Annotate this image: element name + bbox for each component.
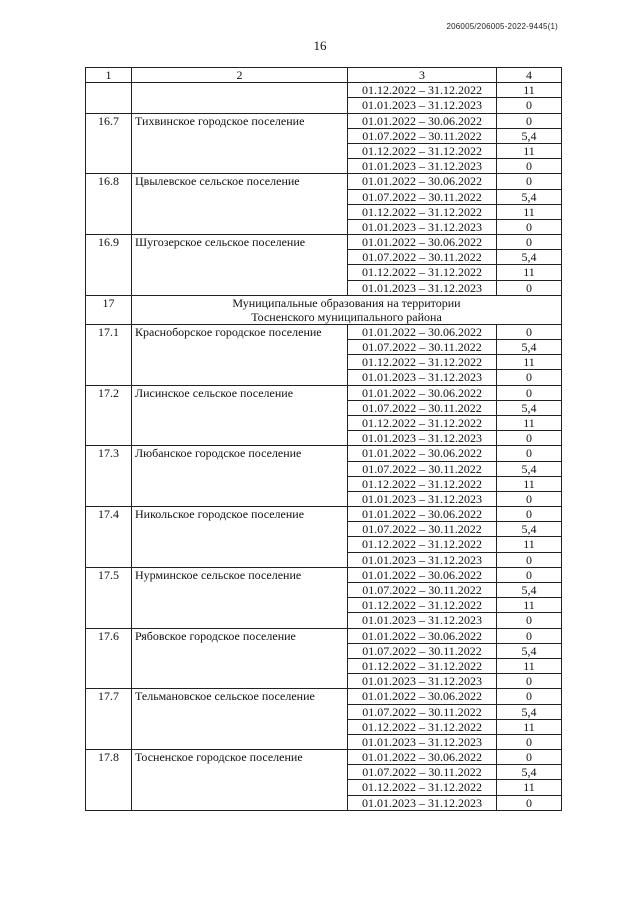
period-cell: 01.01.2023 – 31.12.2023 [348, 552, 497, 567]
period-cell: 01.01.2022 – 30.06.2022 [348, 235, 497, 250]
table-row [86, 235, 562, 250]
column-header: 3 [348, 68, 497, 83]
value-cell: 5,4 [497, 128, 562, 143]
period-cell: 01.07.2022 – 30.11.2022 [348, 250, 497, 265]
period-cell: 01.12.2022 – 31.12.2022 [348, 598, 497, 613]
period-cell: 01.01.2022 – 30.06.2022 [348, 446, 497, 461]
value-cell: 11 [497, 83, 562, 98]
row-number-cell [86, 83, 132, 113]
value-cell: 0 [497, 567, 562, 582]
settlement-name-cell: Красноборское городское поселение [132, 324, 348, 385]
value-cell: 11 [497, 598, 562, 613]
value-cell: 0 [497, 552, 562, 567]
row-number-cell: 17.8 [86, 750, 132, 811]
settlement-name-cell: Нурминское сельское поселение [132, 567, 348, 628]
tariff-table [85, 67, 562, 811]
period-cell: 01.01.2023 – 31.12.2023 [348, 431, 497, 446]
period-cell: 01.01.2022 – 30.06.2022 [348, 628, 497, 643]
value-cell: 0 [497, 113, 562, 128]
value-cell: 0 [497, 219, 562, 234]
region-title-line: Муниципальные образования на территории [232, 295, 461, 310]
value-cell: 5,4 [497, 461, 562, 476]
value-cell: 0 [497, 280, 562, 295]
table-row [86, 324, 562, 339]
settlement-name-cell: Любанское городское поселение [132, 446, 348, 507]
region-title [132, 295, 562, 324]
period-cell: 01.07.2022 – 30.11.2022 [348, 583, 497, 598]
row-number-cell: 16.9 [86, 235, 132, 296]
value-cell: 0 [497, 446, 562, 461]
period-cell: 01.01.2022 – 30.06.2022 [348, 750, 497, 765]
period-cell: 01.12.2022 – 31.12.2022 [348, 265, 497, 280]
value-cell: 0 [497, 628, 562, 643]
value-cell: 5,4 [497, 189, 562, 204]
value-cell: 5,4 [497, 765, 562, 780]
table-row [86, 446, 562, 461]
value-cell: 11 [497, 265, 562, 280]
period-cell: 01.01.2023 – 31.12.2023 [348, 159, 497, 174]
period-cell: 01.12.2022 – 31.12.2022 [348, 415, 497, 430]
period-cell: 01.12.2022 – 31.12.2022 [348, 658, 497, 673]
value-cell: 11 [497, 719, 562, 734]
table-body [86, 68, 562, 811]
value-cell: 0 [497, 174, 562, 189]
value-cell: 0 [497, 613, 562, 628]
value-cell: 0 [497, 235, 562, 250]
period-cell: 01.01.2023 – 31.12.2023 [348, 370, 497, 385]
period-cell: 01.01.2023 – 31.12.2023 [348, 98, 497, 113]
period-cell: 01.01.2023 – 31.12.2023 [348, 491, 497, 506]
period-cell: 01.07.2022 – 30.11.2022 [348, 400, 497, 415]
table-row [86, 113, 562, 128]
table-row [86, 385, 562, 400]
settlement-name-cell: Никольское городское поселение [132, 507, 348, 568]
value-cell: 0 [497, 689, 562, 704]
settlement-name-cell: Шугозерское сельское поселение [132, 235, 348, 296]
value-cell: 5,4 [497, 400, 562, 415]
value-cell: 0 [497, 370, 562, 385]
row-number-cell: 16.8 [86, 174, 132, 235]
period-cell: 01.01.2022 – 30.06.2022 [348, 385, 497, 400]
settlement-name-cell: Рябовское городское поселение [132, 628, 348, 689]
value-cell: 5,4 [497, 340, 562, 355]
table-row [86, 174, 562, 189]
region-row [86, 295, 562, 324]
settlement-name-cell: Лисинское сельское поселение [132, 385, 348, 446]
value-cell: 0 [497, 491, 562, 506]
value-cell: 0 [497, 734, 562, 749]
value-cell: 11 [497, 658, 562, 673]
period-cell: 01.01.2022 – 30.06.2022 [348, 324, 497, 339]
table-row [86, 567, 562, 582]
period-cell: 01.07.2022 – 30.11.2022 [348, 704, 497, 719]
row-number-cell: 17.1 [86, 324, 132, 385]
page-number: 16 [313, 38, 327, 53]
row-number-cell: 17.6 [86, 628, 132, 689]
value-cell: 0 [497, 674, 562, 689]
value-cell: 0 [497, 431, 562, 446]
value-cell: 5,4 [497, 704, 562, 719]
value-cell: 0 [497, 159, 562, 174]
period-cell: 01.07.2022 – 30.11.2022 [348, 522, 497, 537]
period-cell: 01.12.2022 – 31.12.2022 [348, 83, 497, 98]
table-row [86, 689, 562, 704]
settlement-name-cell: Тельмановское сельское поселение [132, 689, 348, 750]
row-number-cell: 17 [86, 295, 132, 324]
value-cell: 0 [497, 98, 562, 113]
period-cell: 01.01.2022 – 30.06.2022 [348, 689, 497, 704]
period-cell: 01.12.2022 – 31.12.2022 [348, 476, 497, 491]
value-cell: 0 [497, 385, 562, 400]
settlement-name-cell: Тихвинское городское поселение [132, 113, 348, 174]
value-cell: 0 [497, 750, 562, 765]
table-row [86, 628, 562, 643]
period-cell: 01.07.2022 – 30.11.2022 [348, 128, 497, 143]
period-cell: 01.12.2022 – 31.12.2022 [348, 143, 497, 158]
period-cell: 01.07.2022 – 30.11.2022 [348, 189, 497, 204]
period-cell: 01.01.2023 – 31.12.2023 [348, 219, 497, 234]
period-cell: 01.01.2023 – 31.12.2023 [348, 613, 497, 628]
period-cell: 01.01.2022 – 30.06.2022 [348, 174, 497, 189]
row-number-cell: 17.3 [86, 446, 132, 507]
value-cell: 5,4 [497, 643, 562, 658]
period-cell: 01.01.2022 – 30.06.2022 [348, 113, 497, 128]
period-cell: 01.01.2023 – 31.12.2023 [348, 795, 497, 810]
value-cell: 11 [497, 537, 562, 552]
value-cell: 0 [497, 795, 562, 810]
row-number-cell: 17.7 [86, 689, 132, 750]
value-cell: 5,4 [497, 583, 562, 598]
period-cell: 01.12.2022 – 31.12.2022 [348, 719, 497, 734]
settlement-name-cell: Тосненское городское поселение [132, 750, 348, 811]
period-cell: 01.01.2023 – 31.12.2023 [348, 734, 497, 749]
value-cell: 11 [497, 780, 562, 795]
value-cell: 0 [497, 507, 562, 522]
row-number-cell: 17.5 [86, 567, 132, 628]
period-cell: 01.12.2022 – 31.12.2022 [348, 204, 497, 219]
period-cell: 01.01.2023 – 31.12.2023 [348, 280, 497, 295]
column-header: 2 [132, 68, 348, 83]
column-header: 1 [86, 68, 132, 83]
value-cell: 5,4 [497, 250, 562, 265]
value-cell: 11 [497, 143, 562, 158]
period-cell: 01.07.2022 – 30.11.2022 [348, 643, 497, 658]
period-cell: 01.12.2022 – 31.12.2022 [348, 355, 497, 370]
value-cell: 11 [497, 355, 562, 370]
row-number-cell: 17.4 [86, 507, 132, 568]
document-id: 206005/206005-2022-9445(1) [446, 22, 558, 31]
table-row [86, 507, 562, 522]
value-cell: 0 [497, 324, 562, 339]
settlement-name-cell: Цвылевское сельское поселение [132, 174, 348, 235]
period-cell: 01.12.2022 – 31.12.2022 [348, 537, 497, 552]
value-cell: 11 [497, 204, 562, 219]
period-cell: 01.12.2022 – 31.12.2022 [348, 780, 497, 795]
value-cell: 11 [497, 476, 562, 491]
row-number-cell: 16.7 [86, 113, 132, 174]
period-cell: 01.07.2022 – 30.11.2022 [348, 340, 497, 355]
period-cell: 01.01.2022 – 30.06.2022 [348, 507, 497, 522]
period-cell: 01.01.2023 – 31.12.2023 [348, 674, 497, 689]
table-row [86, 83, 562, 98]
row-name-cell [132, 83, 348, 113]
region-title-line: Тосненского муниципального района [251, 309, 442, 324]
row-number-cell: 17.2 [86, 385, 132, 446]
header-row [86, 68, 562, 83]
value-cell: 11 [497, 415, 562, 430]
value-cell: 5,4 [497, 522, 562, 537]
table-row [86, 750, 562, 765]
period-cell: 01.01.2022 – 30.06.2022 [348, 567, 497, 582]
period-cell: 01.07.2022 – 30.11.2022 [348, 461, 497, 476]
column-header: 4 [497, 68, 562, 83]
period-cell: 01.07.2022 – 30.11.2022 [348, 765, 497, 780]
